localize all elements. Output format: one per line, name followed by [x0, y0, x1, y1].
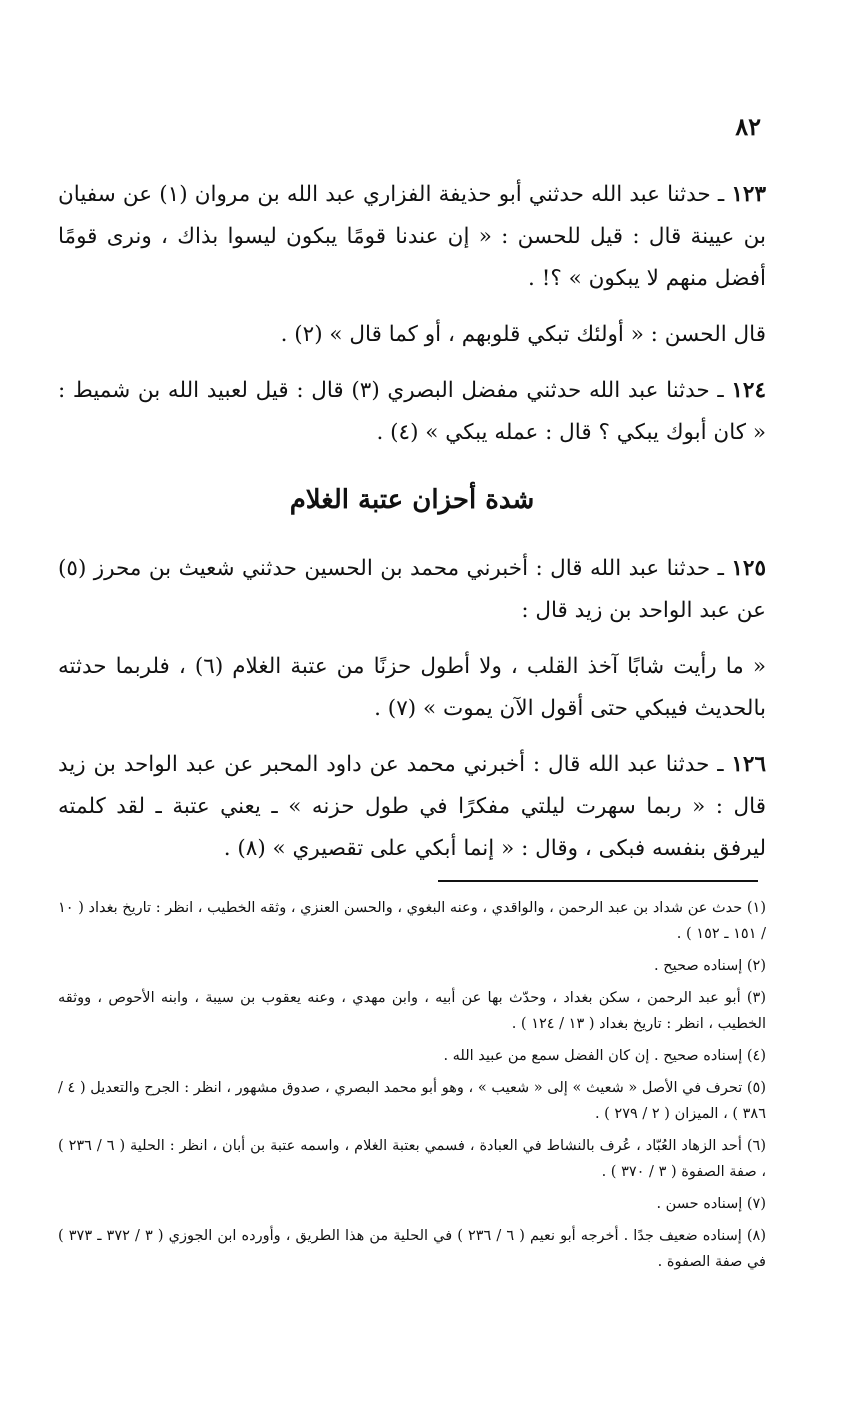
- paragraph-text: حدثنا عبد الله قال : أخبرني محمد بن الحسين حدثني شعيث بن محرز (٥) عن عبد الواحد بن زيد قال :: [58, 556, 766, 623]
- footnote-7: (٧) إسناده حسن .: [656, 1196, 766, 1212]
- footnote-6: (٦) أحد الزهاد العُبّاد ، عُرف بالنشاط في العبادة ، فسمي بعتبة الغلام ، واسمه عتبة بن أبان ، انظر : الحلية ( ٦ / ٢٣٦ ) ، صفة الصفوة ( ٣ / ٣٧٠ ) .: [58, 1138, 766, 1180]
- section-heading: شدة أحزان عتبة الغلام: [289, 485, 535, 515]
- hadith-dash: ـ: [710, 556, 732, 581]
- paragraph-126: [58, 744, 766, 870]
- hadith-number: ١٢٤: [731, 378, 766, 403]
- footnote-4: (٤) إسناده صحيح . إن كان الفضل سمع من عبيد الله .: [443, 1048, 766, 1064]
- paragraph-124: [58, 370, 766, 454]
- paragraph-125-quote: [58, 646, 766, 730]
- footnote-3: (٣) أبو عبد الرحمن ، سكن بغداد ، وحدّث بها عن أبيه ، وابن مهدي ، وعنه يعقوب بن سيبة ، وابنه الأحوص ، ووثقه الخطيب ، انظر : تاريخ بغداد ( ١٣ / ١٢٤ ) .: [58, 990, 766, 1032]
- hadith-dash: ـ: [709, 752, 732, 777]
- footnote-5: (٥) تحرف في الأصل « شعيث » إلى « شعيب » ، وهو أبو محمد البصري ، صدوق مشهور ، انظر : الجرح والتعديل ( ٤ / ٣٨٦ ) ، الميزان ( ٢ / ٢٧٩ ) .: [58, 1080, 766, 1122]
- paragraph-text: حدثنا عبد الله حدثني مفضل البصري (٣) قال : قيل لعبيد الله بن شميط : « كان أبوك يبكي ؟ قال : عمله يبكي » (٤) .: [58, 378, 766, 445]
- footnote-2: (٢) إسناده صحيح .: [654, 958, 766, 974]
- footnote-divider: [438, 880, 758, 882]
- paragraph-text: « ما رأيت شابًا آخذ القلب ، ولا أطول حزنًا من عتبة الغلام (٦) ، فلربما حدثته بالحديث فيبكي حتى أقول الآن يموت » (٧) .: [58, 654, 766, 721]
- footnotes: [58, 895, 766, 1281]
- paragraph-123: [58, 174, 766, 300]
- paragraph-123-continuation: [58, 314, 766, 356]
- footnote-8: (٨) إسناده ضعيف جدًا . أخرجه أبو نعيم ( ٦ / ٢٣٦ ) في الحلية من هذا الطريق ، وأورده ابن الجوزي ( ٣ / ٣٧٢ ـ ٣٧٣ ) في صفة الصفوة .: [58, 1228, 766, 1270]
- hadith-number: ١٢٣: [731, 182, 766, 207]
- hadith-dash: ـ: [710, 182, 732, 207]
- paragraph-text: حدثنا عبد الله قال : أخبرني محمد عن داود المحبر عن عبد الواحد بن زيد قال : « ربما سهرت ليلتي مفكرًا في طول حزنه » ـ يعني عتبة ـ لقد كلمته ليرفق بنفسه فبكى ، وقال : « إنما أبكي على تقصيري » (٨) .: [58, 752, 766, 861]
- paragraph-text: قال الحسن : « أولئك تبكي قلوبهم ، أو كما قال » (٢) .: [280, 322, 766, 347]
- hadith-number: ١٢٥: [731, 556, 767, 581]
- paragraph-125: [58, 548, 766, 632]
- main-text: [58, 174, 766, 870]
- page-number: ٨٢: [735, 112, 761, 141]
- footnote-1: (١) حدث عن شداد بن عبد الرحمن ، والواقدي ، وعنه البغوي ، والحسن العنزي ، وثقه الخطيب ، انظر : تاريخ بغداد ( ١٠ / ١٥١ ـ ١٥٢ ) .: [58, 900, 766, 942]
- hadith-dash: ـ: [709, 378, 732, 403]
- hadith-number: ١٢٦: [731, 752, 767, 777]
- paragraph-text: حدثنا عبد الله حدثني أبو حذيفة الفزاري عبد الله بن مروان (١) عن سفيان بن عيينة قال : قيل للحسن : « إن عندنا قومًا يبكون ليسوا بذاك ، ونرى قومًا أفضل منهم لا يبكون » ؟! .: [58, 182, 766, 291]
